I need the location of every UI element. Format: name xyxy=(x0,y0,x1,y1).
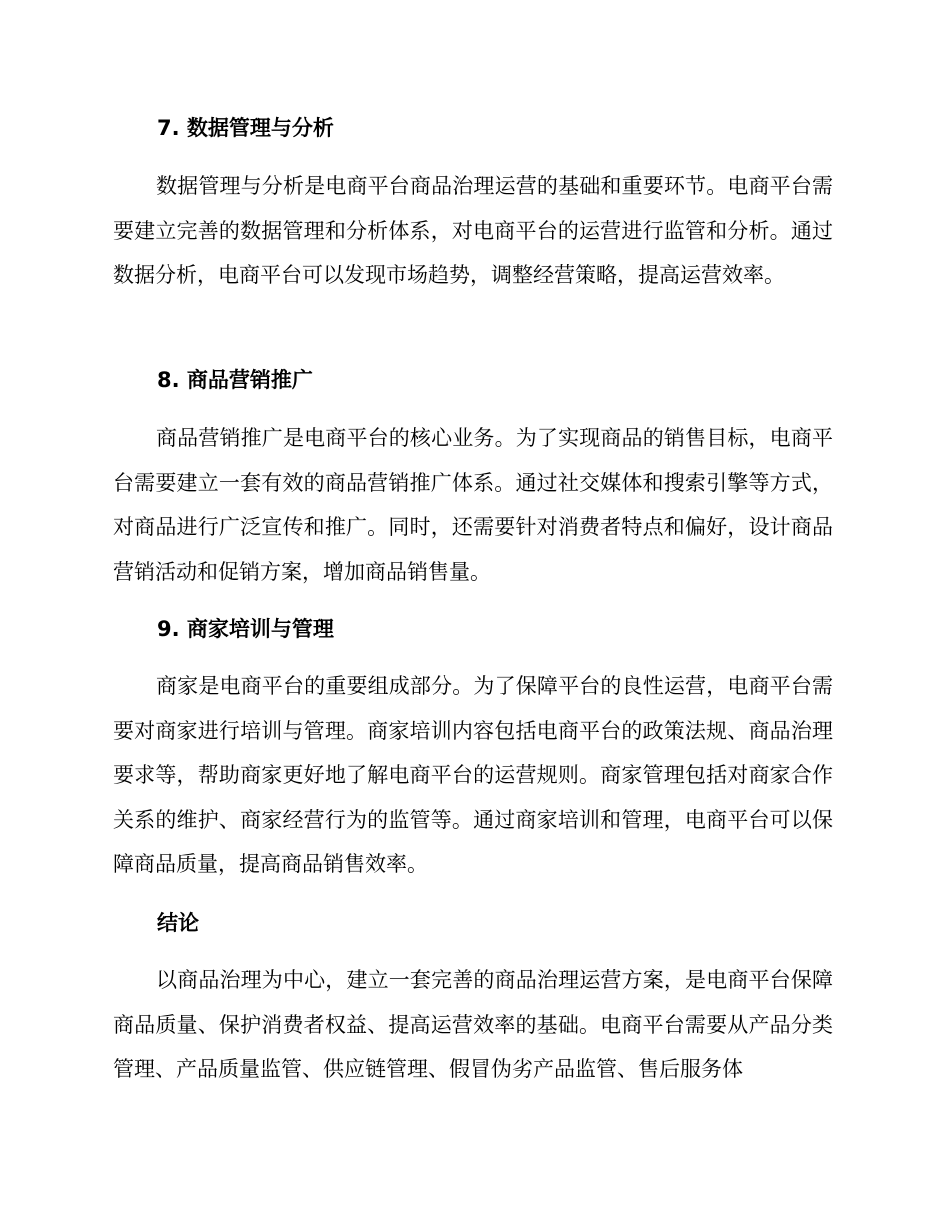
section-heading-marketing: 8. 商品营销推广 xyxy=(157,368,313,392)
section-body-marketing: 商品营销推广是电商平台的核心业务。为了实现商品的销售目标，电商平台需要建立一套有效的商品营销推广体系。通过社交媒体和搜索引擎等方式，对商品进行广泛宣传和推广。同时，还需要针对消费者特点和偏好，设计商品营销活动和促销方案，增加商品销售量。 xyxy=(113,426,833,584)
section-body-data-management: 数据管理与分析是电商平台商品治理运营的基础和重要环节。电商平台需要建立完善的数据管理和分析体系，对电商平台的运营进行监管和分析。通过数据分析，电商平台可以发现市场趋势，调整经营策略，提高运营效率。 xyxy=(113,174,833,287)
section-body-conclusion: 以商品治理为中心，建立一套完善的商品治理运营方案，是电商平台保障商品质量、保护消费者权益、提高运营效率的基础。电商平台需要从产品分类管理、产品质量监管、供应链管理、假冒伪劣产品监管、售后服务体 xyxy=(113,968,833,1081)
section-body-merchant-training: 商家是电商平台的重要组成部分。为了保障平台的良性运营，电商平台需要对商家进行培训与管理。商家培训内容包括电商平台的政策法规、商品治理要求等，帮助商家更好地了解电商平台的运营规则。商家管理包括对商家合作关系的维护、商家经营行为的监管等。通过商家培训和管理，电商平台可以保障商品质量，提高商品销售效率。 xyxy=(113,674,833,876)
section-heading-conclusion: 结论 xyxy=(157,911,199,935)
section-heading-merchant-training: 9. 商家培训与管理 xyxy=(157,617,334,641)
section-heading-data-management: 7. 数据管理与分析 xyxy=(157,116,334,140)
